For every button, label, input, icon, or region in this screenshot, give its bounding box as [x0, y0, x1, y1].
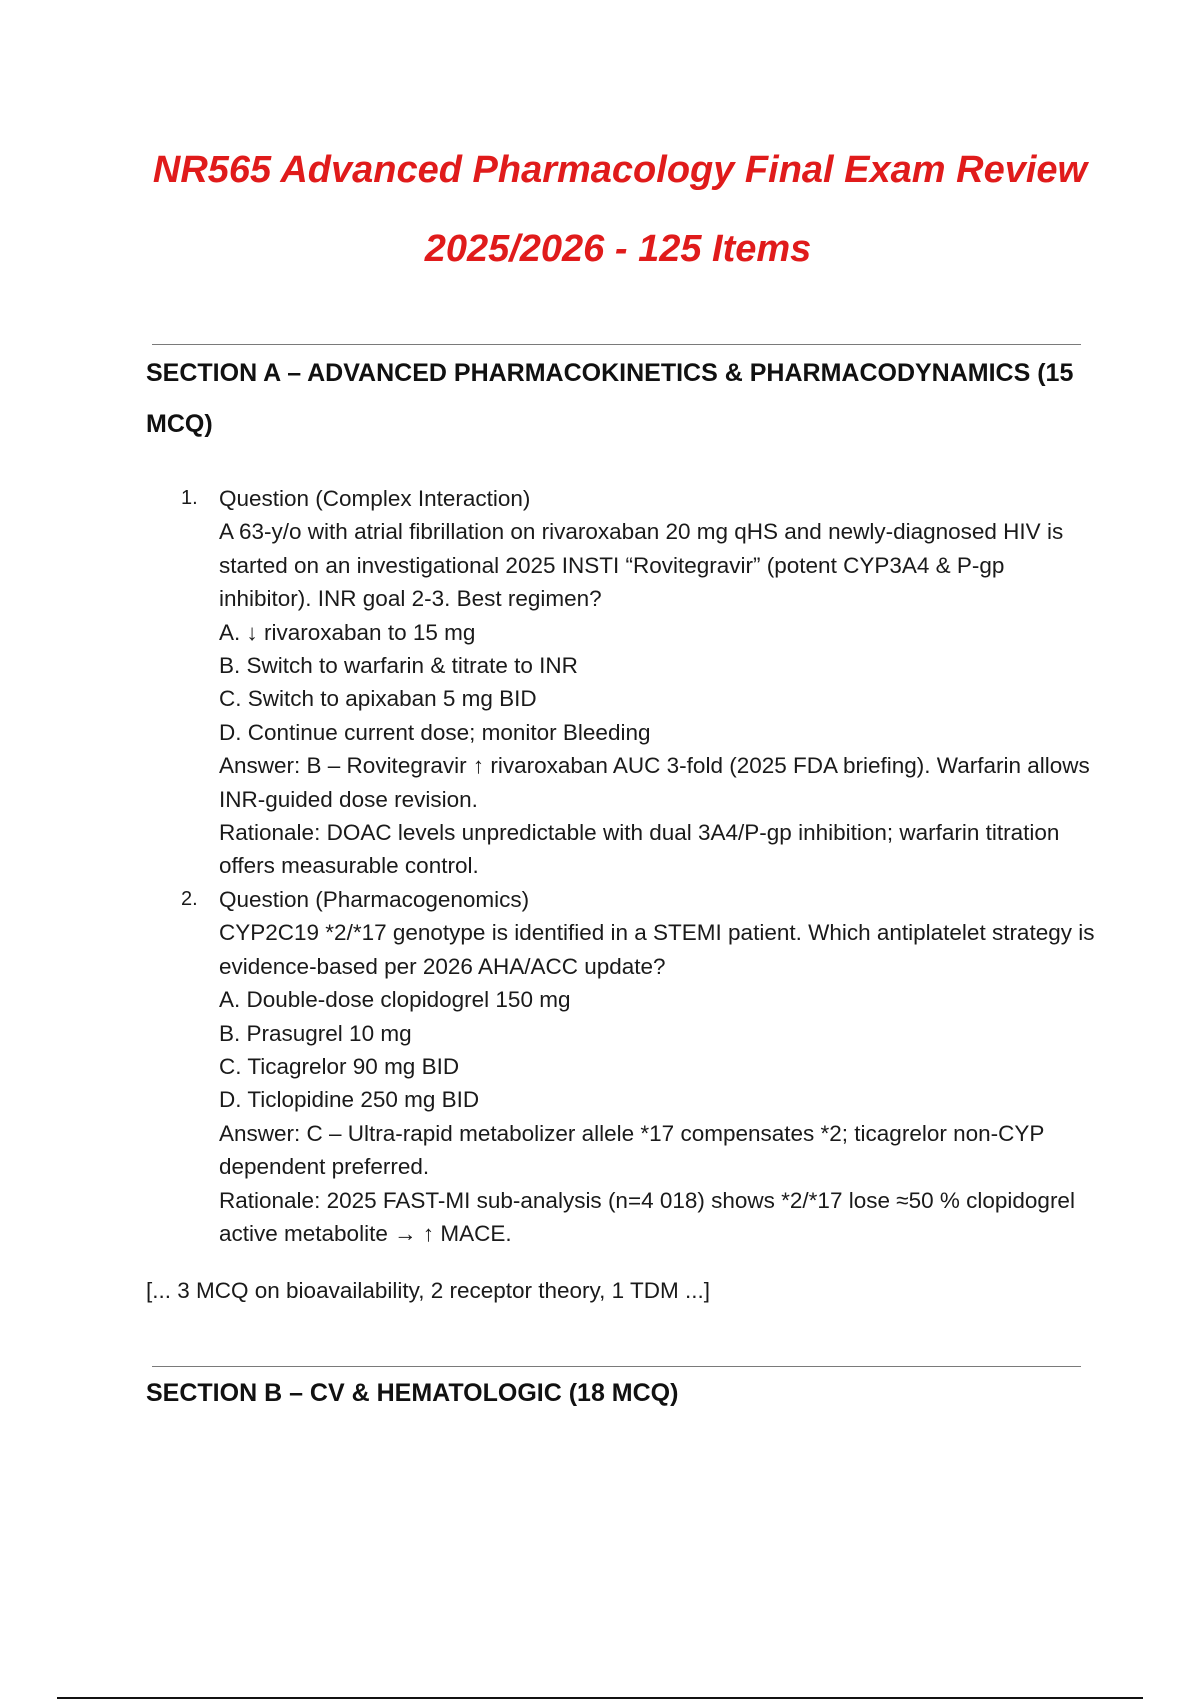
question-answer: Answer: B – Rovitegravir ↑ rivaroxaban AUC 3-fold (2025 FDA briefing). Warfarin allows INR-guided dose revision. [219, 753, 1090, 812]
section-divider [152, 1366, 1081, 1367]
answer-option: C. Ticagrelor 90 mg BID [219, 1053, 460, 1079]
question-number: 2. [181, 887, 198, 910]
answer-option: A. Double-dose clopidogrel 150 mg [219, 987, 571, 1013]
answer-option: B. Switch to warfarin & titrate to INR [219, 653, 578, 679]
question-item [181, 482, 1101, 883]
document-title-line-1: NR565 Advanced Pharmacology Final Exam Review [152, 149, 1088, 191]
section-a-heading: SECTION A – ADVANCED PHARMACOKINETICS & PHARMACODYNAMICS (15 MCQ) [146, 359, 1074, 438]
question-stem: CYP2C19 *2/*17 genotype is identified in a STEMI patient. Which antiplatelet strategy is evidence-based per 2026 AHA/ACC update? [219, 920, 1095, 979]
answer-option: D. Continue current dose; monitor Bleeding [219, 719, 651, 745]
question-stem: A 63-y/o with atrial fibrillation on rivaroxaban 20 mg qHS and newly-diagnosed HIV is started on an investigational 2025 INSTI “Rovitegravir” (potent CYP3A4 & P-gp inhibitor). INR goal 2-3. Best regimen? [219, 519, 1064, 612]
page-bottom-rule [57, 1697, 1143, 1699]
section-b-heading: SECTION B – CV & HEMATOLOGIC (18 MCQ) [146, 1379, 679, 1407]
section-divider [152, 344, 1081, 345]
question-rationale: Rationale: 2025 FAST-MI sub-analysis (n=4 018) shows *2/*17 lose ≈50 % clopidogrel active metabolite → ↑ MACE. [219, 1187, 1075, 1246]
question-heading: Question (Pharmacogenomics) [219, 886, 530, 912]
question-rationale: Rationale: DOAC levels unpredictable with dual 3A4/P-gp inhibition; warfarin titration offers measurable control. [219, 820, 1060, 879]
answer-option: A. ↓ rivaroxaban to 15 mg [219, 619, 476, 645]
document-title-line-2: 2025/2026 - 125 Items [424, 228, 812, 270]
answer-option: C. Switch to apixaban 5 mg BID [219, 686, 537, 712]
question-number: 1. [181, 487, 198, 509]
question-item [181, 883, 1101, 1250]
question-heading: Question (Complex Interaction) [219, 486, 531, 511]
omitted-questions-note: [... 3 MCQ on bioavailability, 2 receptor theory, 1 TDM ...] [146, 1278, 710, 1303]
answer-option: D. Ticlopidine 250 mg BID [219, 1087, 480, 1113]
answer-option: B. Prasugrel 10 mg [219, 1020, 412, 1046]
question-answer: Answer: C – Ultra-rapid metabolizer allele *17 compensates *2; ticagrelor non-CYP dependent preferred. [219, 1120, 1044, 1180]
question-list [181, 482, 1101, 1250]
